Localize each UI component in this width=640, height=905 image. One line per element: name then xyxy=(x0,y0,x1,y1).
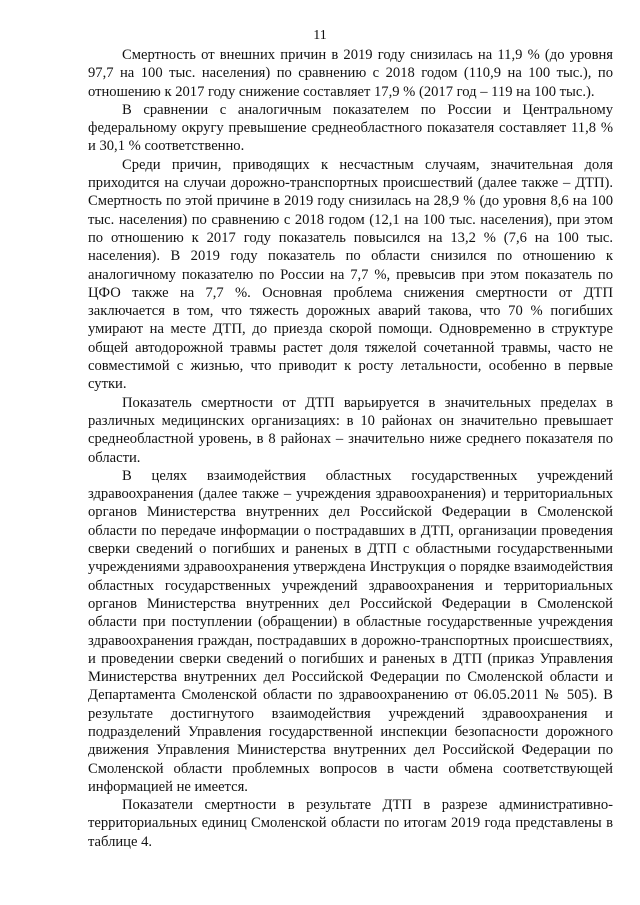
paragraph-road-accidents: Среди причин, приводящих к несчастным случаям, значительная доля приходится на случаи дорожно-транспортных происшествий (далее также – ДТП). Смертность по этой причине в 2019 году снизилась на 28,9 % (до уровня 8,6 на 100 тыс. населения) по сравнению с 2018 годом (12,1 на 100 тыс. населения), при этом по отношению к 2017 году показатель повысился на 13,2 % (7,6 на 100 тыс. населения). В 2019 году показатель по области снизился по отношению к аналогичному показателю по России на 7,7 %, превысив при этом показатель по ЦФО также на 7,7 %. Основная проблема снижения смертности от ДТП заключается в том, что тяжесть дорожных аварий такова, что 70 % погибших умирают на месте ДТП, до приезда скорой помощи. Одновременно в структуре общей автодорожной травмы растет доля тяжелой сочетанной травмы, часто не совместимой с жизнью, что приводит к росту летальности, особенно в первые сутки. xyxy=(88,156,613,393)
paragraph-table-reference: Показатели смертности в результате ДТП в разрезе административно-территориальных единиц Смоленской области по итогам 2019 года представлены в таблице 4. xyxy=(88,797,613,850)
document-body xyxy=(88,46,613,851)
page-number: 11 xyxy=(313,28,327,43)
paragraph-russia-cfo-comparison: В сравнении с аналогичным показателем по России и Центральному федеральному округу превышение среднеобластного показателя составляет 11,8 % и 30,1 % соответственно. xyxy=(88,101,613,155)
paragraph-interaction-instruction: В целях взаимодействия областных государственных учреждений здравоохранения (далее также – учреждения здравоохранения) и территориальных органов Министерства внутренних дел Российской Федерации в Смоленской области по передаче информации о пострадавших в ДТП, организации проведения сверки сведений о погибших и раненых в ДТП с областными государственными учреждениями здравоохранения утверждена Инструкция о порядке взаимодействия областных государственных учреждений здравоохранения и территориальных органов Министерства внутренних дел Российской Федерации в Смоленской области при поступлении (обращении) в областные государственные учреждения здравоохранения граждан, пострадавших в дорожно-транспортных происшествиях, и проведении сверки сведений о погибших и раненых в ДТП (приказ Управления Министерства внутренних дел Российской Федерации по Смоленской области и Департамента Смоленской области по здравоохранению от 06.05.2011 № 505). В результате достигнутого взаимодействия учреждений здравоохранения и подразделений Управления государственной инспекции безопасности дорожного движения Управления Министерства внутренних дел Российской Федерации по Смоленской области проблемных вопросов в части обмена соответствующей информацией не имеется. xyxy=(88,467,613,795)
paragraph-district-variation: Показатель смертности от ДТП варьируется в значительных пределах в различных медицинских организациях: в 10 районах он значительно превышает среднеобластной уровень, в 8 районах – значительно ниже среднего показателя по области. xyxy=(88,394,613,466)
paragraph-external-causes-mortality: Смертность от внешних причин в 2019 году снизилась на 11,9 % (до уровня 97,7 на 100 тыс. населения) по сравнению с 2018 годом (110,9 на 100 тыс.), по отношению к 2017 году снижение составляет 17,9 % (2017 год – 119 на 100 тыс.). xyxy=(88,47,613,100)
